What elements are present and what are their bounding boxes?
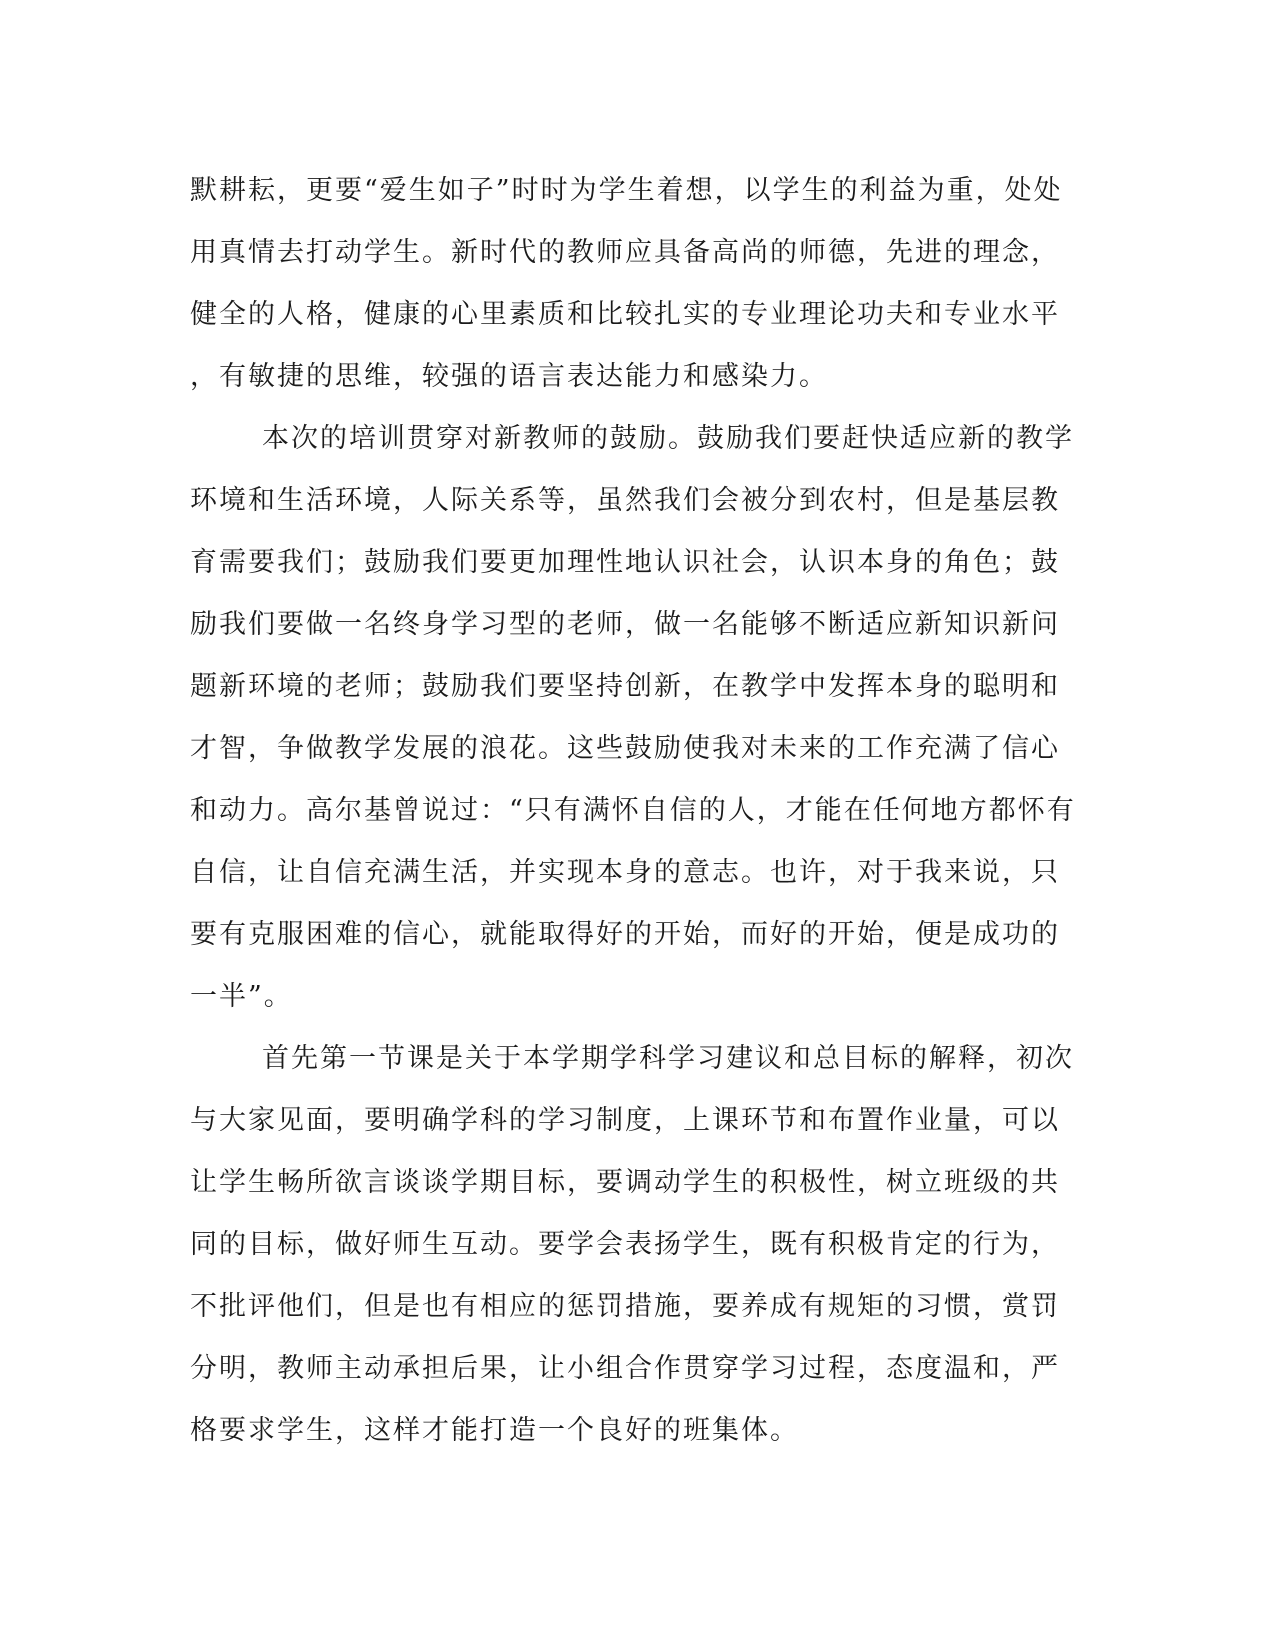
text-line: 环境和生活环境，人际关系等，虽然我们会被分到农村，但是基层教 [190, 485, 1060, 516]
text-line: 同的目标，做好师生互动。要学会表扬学生，既有积极肯定的行为， [190, 1229, 1060, 1260]
text-line: 一半”。 [190, 981, 293, 1012]
text-line: 不批评他们，但是也有相应的惩罚措施，要养成有规矩的习惯，赏罚 [190, 1291, 1060, 1322]
text-line: 分明，教师主动承担后果，让小组合作贯穿学习过程，态度温和，严 [190, 1353, 1060, 1384]
text-line: 与大家见面，要明确学科的学习制度，上课环节和布置作业量，可以 [190, 1105, 1060, 1136]
paragraph-3 [190, 1028, 1090, 1462]
paragraph-2 [190, 408, 1090, 1028]
text-line: 用真情去打动学生。新时代的教师应具备高尚的师德，先进的理念， [190, 237, 1060, 268]
text-line: 才智，争做教学发展的浪花。这些鼓励使我对未来的工作充满了信心 [190, 733, 1060, 764]
text-line: ，有敏捷的思维，较强的语言表达能力和感染力。 [190, 361, 828, 392]
text-line: 健全的人格，健康的心里素质和比较扎实的专业理论功夫和专业水平 [190, 299, 1060, 330]
text-line: 默耕耘，更要“爱生如子”时时为学生着想，以学生的利益为重，处处 [190, 175, 1063, 206]
text-line: 首先第一节课是关于本学期学科学习建议和总目标的解释，初次 [262, 1043, 1074, 1074]
text-line: 要有克服困难的信心，就能取得好的开始，而好的开始，便是成功的 [190, 919, 1060, 950]
document-body [190, 160, 1090, 1462]
text-line: 让学生畅所欲言谈谈学期目标，要调动学生的积极性，树立班级的共 [190, 1167, 1060, 1198]
text-line: 和动力。高尔基曾说过：“只有满怀自信的人，才能在任何地方都怀有 [190, 795, 1076, 826]
text-line: 格要求学生，这样才能打造一个良好的班集体。 [190, 1415, 799, 1446]
text-line: 励我们要做一名终身学习型的老师，做一名能够不断适应新知识新问 [190, 609, 1060, 640]
text-line: 育需要我们；鼓励我们要更加理性地认识社会，认识本身的角色；鼓 [190, 547, 1060, 578]
paragraph-1 [190, 160, 1090, 408]
text-line: 本次的培训贯穿对新教师的鼓励。鼓励我们要赶快适应新的教学 [262, 423, 1074, 454]
text-line: 自信，让自信充满生活，并实现本身的意志。也许，对于我来说，只 [190, 857, 1060, 888]
text-line: 题新环境的老师；鼓励我们要坚持创新，在教学中发挥本身的聪明和 [190, 671, 1060, 702]
